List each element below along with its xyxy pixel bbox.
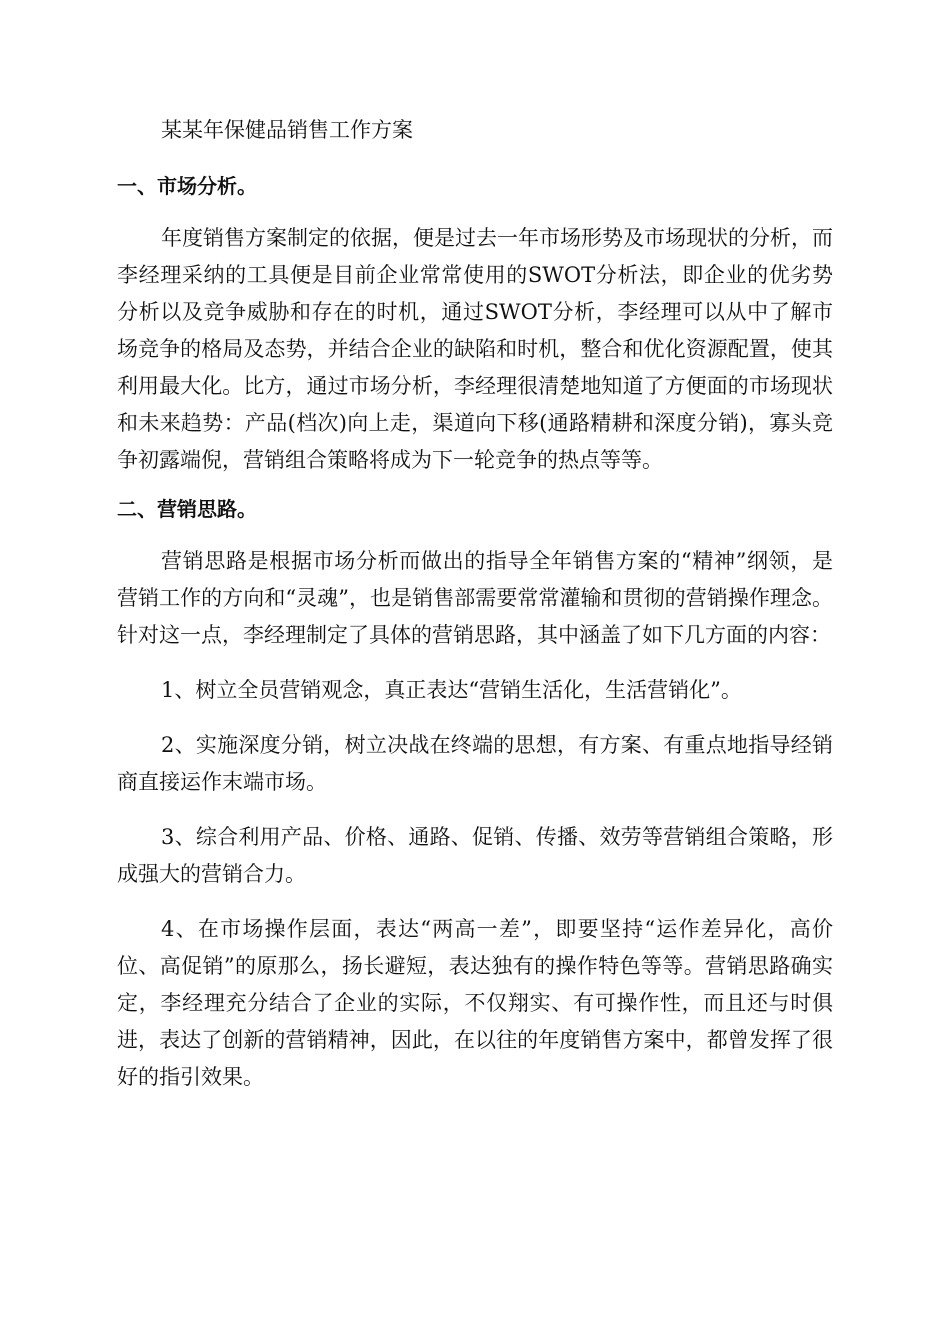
paragraph-marketing-strategy-intro: 营销思路是根据市场分析而做出的指导全年销售方案的“精神”纲领，是营销工作的方向和“灵魂”，也是销售部需要常常灌输和贯彻的营销操作理念。针对这一点，李经理制定了具体的营销思路，其中涵盖了如下几方面的内容： [117,549,833,647]
list-item-strategy-4: 4、在市场操作层面，表达“两高一差”，即要坚持“运作差异化，高价位、高促销”的原那么，扬长避短，表达独有的操作特色等等。营销思路确实定，李经理充分结合了企业的实际，不仅翔实、有可操作性，而且还与时俱进，表达了创新的营销精神，因此，在以往的年度销售方案中，都曾发挥了很好的指引效果。 [117,917,833,1089]
paragraph-market-analysis: 年度销售方案制定的依据，便是过去一年市场形势及市场现状的分析，而李经理采纳的工具便是目前企业常常使用的SWOT分析法，即企业的优劣势分析以及竞争威胁和存在的时机，通过SWOT分析，李经理可以从中了解市场竞争的格局及态势，并结合企业的缺陷和时机，整合和优化资源配置，使其利用最大化。比方，通过市场分析，李经理很清楚地知道了方便面的市场现状和未来趋势：产品(档次)向上走，渠道向下移(通路精耕和深度分销)，寡头竞争初露端倪，营销组合策略将成为下一轮竞争的热点等等。 [117,226,833,472]
document-title: 某某年保健品销售工作方案 [161,118,413,142]
section-heading-marketing-strategy: 二、营销思路。 [117,497,257,521]
list-item-strategy-2: 2、实施深度分销，树立决战在终端的思想，有方案、有重点地指导经销商直接运作末端市场。 [117,733,833,794]
section-heading-market-analysis: 一、市场分析。 [117,174,257,198]
list-item-strategy-3: 3、综合利用产品、价格、通路、促销、传播、效劳等营销组合策略，形成强大的营销合力。 [117,825,833,886]
document-page [117,104,833,1096]
list-item-strategy-1: 1、树立全员营销观念，真正表达“营销生活化，生活营销化”。 [161,678,742,702]
